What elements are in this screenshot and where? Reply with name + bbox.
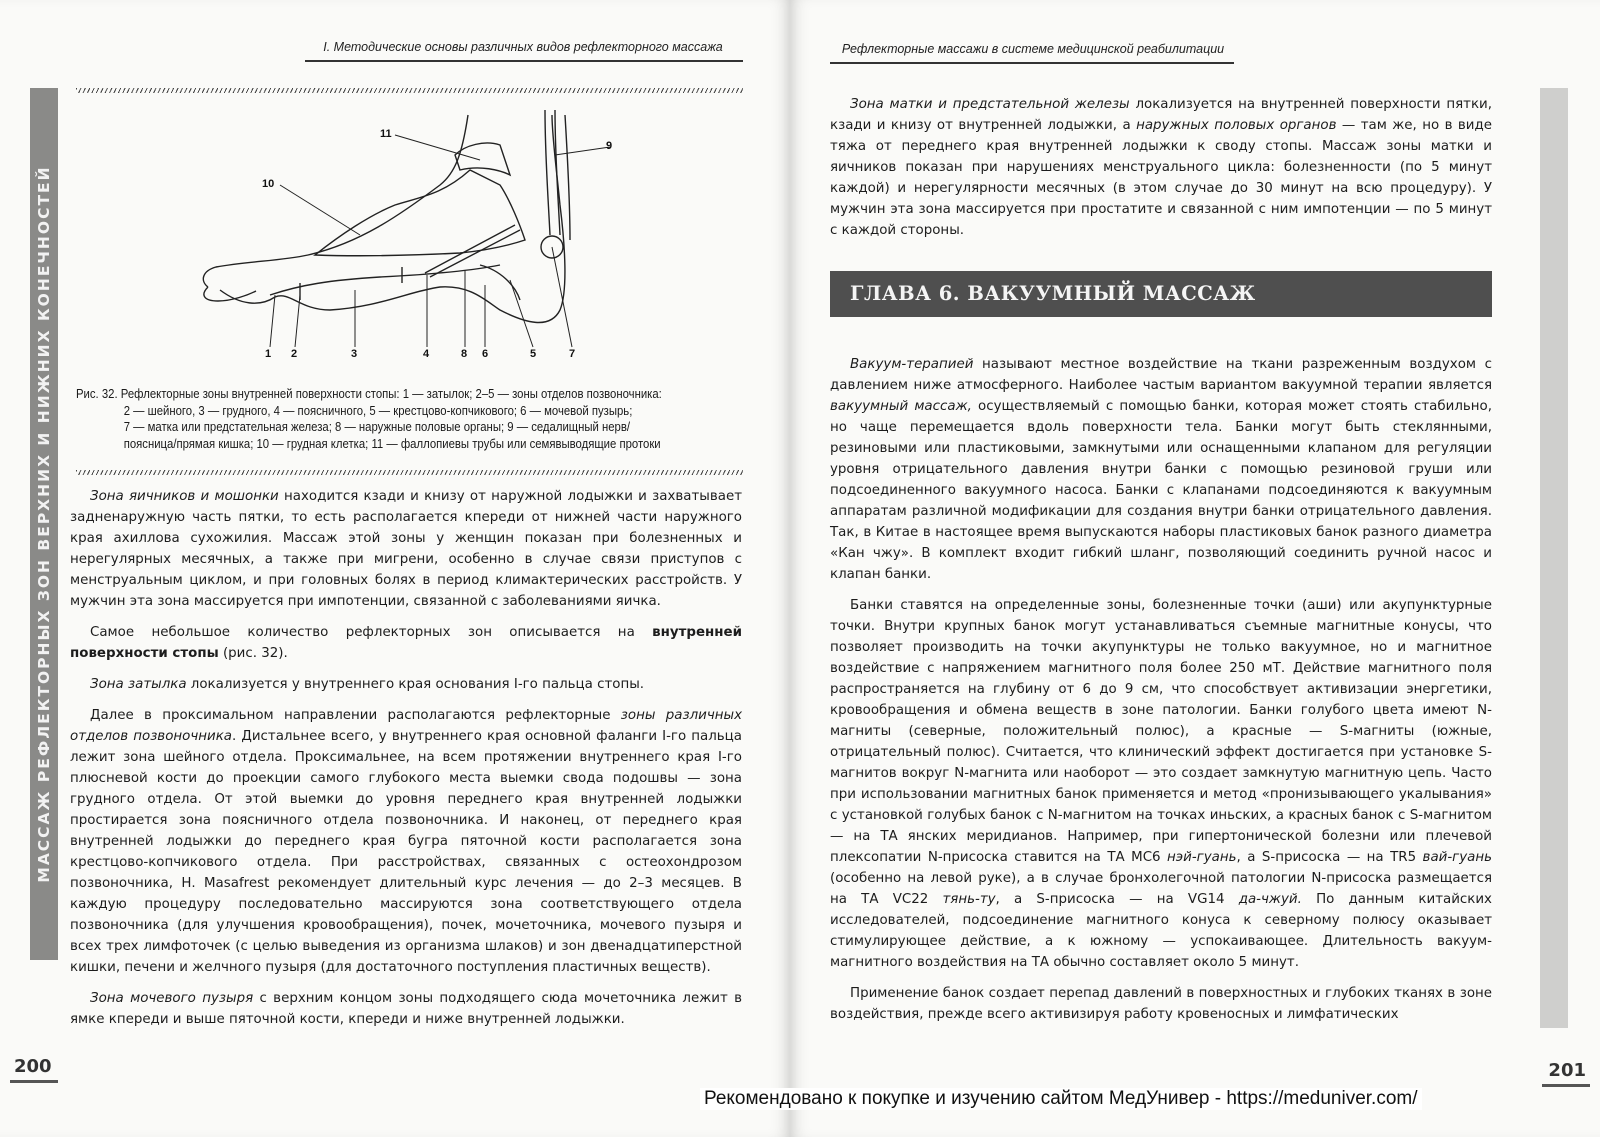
term-italic: да-чжуй. bbox=[1238, 892, 1302, 907]
paragraph bbox=[70, 486, 742, 612]
leader-5 bbox=[510, 280, 533, 347]
label-7: 7 bbox=[569, 348, 576, 360]
paragraph-text: , а S-присоска — на TR5 bbox=[1236, 850, 1423, 865]
term-bold: внутренней поверхности стопы bbox=[70, 625, 742, 661]
top-hatch-divider bbox=[76, 88, 743, 93]
label-5: 5 bbox=[530, 348, 537, 360]
label-11: 11 bbox=[380, 128, 392, 140]
paragraph-text: По данным китайских исследователей, подсоединение магнитного конуса к северному полюсу оказывает стимулирующее действие, а к южному — успокаивающее. Длительность вакуум-магнитного воздействия на ТА обычно составляет около 5 минут. bbox=[830, 892, 1492, 970]
foot-outline bbox=[203, 115, 565, 323]
leader-2 bbox=[295, 295, 300, 347]
right-running-head: Рефлекторные массажи в системе медицинской реабилитации bbox=[841, 42, 1225, 56]
nerve-9 bbox=[545, 110, 570, 240]
term-italic: Зона мочевого пузыря bbox=[90, 991, 254, 1006]
paragraph-text: локализуется на внутренней поверхности пятки, кзади и книзу от внутренней лодыжки, а bbox=[830, 97, 1492, 133]
left-head-rule bbox=[305, 60, 743, 62]
paragraph bbox=[830, 94, 1492, 241]
paragraph-text: , а S-присоска — на VG14 bbox=[995, 892, 1239, 907]
side-chapter-title: МАССАЖ РЕФЛЕКТОРНЫХ ЗОН ВЕРХНИХ И НИЖНИХ КОНЕЧНОСТЕЙ bbox=[35, 165, 53, 883]
label-6: 6 bbox=[482, 348, 489, 360]
caption-line: Рис. 32. Рефлекторные зоны внутренней поверхности стопы: 1 — затылок; 2–5 — зоны отделов позвоночника: bbox=[76, 387, 662, 401]
label-4: 4 bbox=[423, 348, 430, 360]
label-3: 3 bbox=[351, 348, 358, 360]
caption-line: поясница/прямая кишка; 10 — грудная клетка; 11 — фаллопиевы трубы или семявыводящие протоки bbox=[123, 436, 661, 451]
right-page bbox=[790, 0, 1600, 1137]
term-italic: Вакуум-терапией bbox=[850, 357, 974, 372]
paragraph-text: Самое небольшое количество рефлекторных зон описывается на bbox=[90, 625, 653, 640]
left-running-head: I. Методические основы различных видов рефлекторного массажа bbox=[323, 40, 723, 54]
bottom-hatch-divider bbox=[76, 470, 743, 475]
paragraph-text: (рис. 32). bbox=[218, 646, 288, 661]
paragraph-text: Применение банок создает перепад давлений в поверхностных и глубоких тканях в зоне воздействия, прежде всего активизируя работу кровеносных и лимфатических bbox=[830, 986, 1492, 1022]
paragraph-text: с верхним концом зоны подходящего сюда мочеточника лежит в ямке кпереди и выше пяточной кости, кпереди и ниже внутренней лодыжки. bbox=[70, 991, 742, 1027]
term-italic: тянь-ту bbox=[942, 892, 996, 907]
paragraph-text: осуществляемый с помощью банки, которая может стоять стабильно, но чаще перемещается вдоль поверхности тела. Банки могут быть стеклянными, резиновыми или пластиковыми, замкнутыми или оснащенными клапаном для регуляции уровня отрицательного давления внутри банки с помощью резиновой груши или подсоединенного вакуумного насоса. Банки с клапанами подсоединяются к вакуумным аппаратам различной модификации для создания внутри банки отрицательного давления. Так, в Китае в настоящее время выпускаются наборы пластиковых банок разного диаметра «Кан чжу». В комплект входит гибкий шланг, позволяющий соединить ручной насос и клапан банки. bbox=[830, 399, 1492, 582]
leader-7 bbox=[552, 247, 572, 347]
right-top-text bbox=[830, 94, 1492, 251]
paragraph bbox=[830, 595, 1492, 973]
paragraph bbox=[830, 354, 1492, 585]
term-italic: Зона матки и предстательной железы bbox=[850, 97, 1130, 112]
chapter-banner bbox=[830, 271, 1492, 317]
foot-diagram bbox=[180, 95, 640, 385]
paragraph-text: . Дистальнее всего, у внутреннего края основной фаланги I-го пальца лежит зона шейного отдела. Проксимальнее, на всем протяжении внутреннего края I-го плюсневой кости до проекции самого глубокого места выемки свода подошвы — зона грудного отдела. От этой выемки до уровня переднего края внутренней лодыжки простирается зона поясничного отдела позвоночника. И наконец, от переднего края внутренней лодыжки до переднего края бугра пяточной кости располагается зона крестцово-копчикового отдела. При расстройствах, связанных с остеохондрозом позвоночника, Н. Masafrest рекомендует длительный курс лечения — до 2–3 месяцев. В каждую процедуру последовательно массируются зона соответствующего отдела позвоночника (для улучшения кровообращения), почек, мочеточника, мочевого пузыря и всех трех лимфоточек (с целью выведения из организма шлаков) и зон двенадцатиперстной кишки, печени и желчного пузыря (для достаточного поступления пластичных веществ). bbox=[70, 729, 743, 975]
zone-11 bbox=[455, 143, 510, 175]
left-page-number: 200 bbox=[14, 1056, 52, 1077]
term-italic: вай-гуань bbox=[1422, 850, 1492, 865]
right-body-text bbox=[830, 354, 1492, 1035]
left-body-text bbox=[70, 486, 742, 1040]
paragraph-text: локализуется у внутреннего края основания I-го пальца стопы. bbox=[186, 677, 645, 692]
left-page bbox=[0, 0, 790, 1137]
label-2: 2 bbox=[291, 348, 298, 360]
paragraph-text: Банки ставятся на определенные зоны, болезненные точки (аши) или акупунктурные точки. Внутри крупных банок могут устанавливаться съемные магнитные конусы, что позволяет производить на точки акупунктуры не только вакуумное, но и магнитное воздействие с напряжением магнитного поля более 250 мТ. Действие магнитного поля распространяется на глубину от 6 до 9 см, что способствует активизации энергетики, кровообращения и обмена веществ в зоне патологии. Банки голубого цвета имеют N-магниты (северные, положительный полюс), а красные — S-магниты (южные, отрицательный полюс). Считается, что клинический эффект достигается при установке S-магнитов вокруг N-магнита или наоборот — это создает замкнутую магнитную цепь. Часто при использовании магнитных банок применяется и метод «пронизывающего укалывания» с установкой голубых банок с N-магнитом на точках иньских, а красных банок с S-магнитом — на ТА янских меридианов. Например, при гипертонической болезни или плечевой плексопатии N-присоска ставится на ТА МС6 bbox=[830, 598, 1492, 865]
paragraph-text: называют местное воздействие на ткани разреженным воздухом с давлением ниже атмосферного. Наиболее частым вариантом вакуумной терапии является bbox=[830, 357, 1492, 393]
toe-outline bbox=[204, 287, 256, 301]
paragraph bbox=[830, 983, 1492, 1025]
paragraph-text: — там же, но в виде тяжа от переднего края внутренней лодыжки к своду стопы. Массаж зоны матки и яичников показан при нарушениях менструального цикла: болезненности (по 5 минут каждой) и нерегулярности месячных (в этом случае до 30 минут на всю процедуру). У мужчин эта зона массируется при простатите и связанной с ним импотенции — по 5 минут с каждой стороны. bbox=[830, 118, 1492, 238]
term-italic: вакуумный массаж, bbox=[830, 399, 972, 414]
term-italic: наружных половых органов bbox=[1136, 118, 1337, 133]
label-8: 8 bbox=[461, 348, 468, 360]
leader-9 bbox=[555, 147, 610, 155]
right-page-number: 201 bbox=[1548, 1060, 1586, 1081]
chapter-title: ГЛАВА 6. ВАКУУМНЫЙ МАССАЖ bbox=[850, 282, 1256, 305]
paragraph bbox=[70, 705, 742, 978]
label-10: 10 bbox=[262, 178, 275, 190]
leader-10 bbox=[280, 185, 360, 235]
label-9: 9 bbox=[606, 140, 613, 152]
term-italic: Зона яичников и мошонки bbox=[90, 489, 279, 504]
right-edge-bar bbox=[1540, 88, 1568, 1028]
paragraph bbox=[70, 988, 742, 1030]
right-head-rule bbox=[830, 62, 1234, 64]
paragraph bbox=[70, 622, 742, 664]
left-page-number-rule bbox=[10, 1080, 58, 1083]
term-italic: зоны различных отделов позвоночника bbox=[70, 708, 743, 744]
footer-watermark: Рекомендовано к покупке и изучению сайтом МедУнивер - https://meduniver.com/ bbox=[700, 1088, 1422, 1110]
paragraph-text: находится кзади и книзу от наружной лодыжки и захватывает задненаружную часть пятки, то есть располагается кпереди от нижней части наружного края ахиллова сухожилия. Массаж этой зоны у женщин показан при болезненных и нерегулярных месячных, а также при мигрени, особенно в случае связи приступов с менструальным циклом, и при головных болях в период климактерических расстройств. У мужчин эта зона массируется при импотенции, связанной с заболеваниями яичка. bbox=[70, 489, 742, 609]
term-italic: нэй-гуань bbox=[1167, 850, 1237, 865]
figure-caption bbox=[76, 386, 675, 452]
term-italic: Зона затылка bbox=[90, 677, 187, 692]
caption-line: 7 — матка или предстательная железа; 8 — наружные половые органы; 9 — седалищный нерв/ bbox=[123, 420, 631, 434]
zone-5-arc bbox=[480, 265, 520, 300]
caption-line: 2 — шейного, 3 — грудного, 4 — поясничного, 5 — крестцово-копчикового; 6 — мочевой пузырь; bbox=[123, 403, 633, 418]
label-1: 1 bbox=[265, 348, 272, 360]
paragraph-text: (особенно на левой руке), а в случае бронхолегочной патологии N-присоска размещается на ТА VC22 bbox=[830, 871, 1492, 907]
paragraph bbox=[70, 674, 742, 695]
paragraph-text: Далее в проксимальном направлении располагаются рефлекторные bbox=[90, 708, 621, 723]
right-page-number-rule bbox=[1542, 1084, 1590, 1087]
leader-1 bbox=[270, 295, 275, 347]
